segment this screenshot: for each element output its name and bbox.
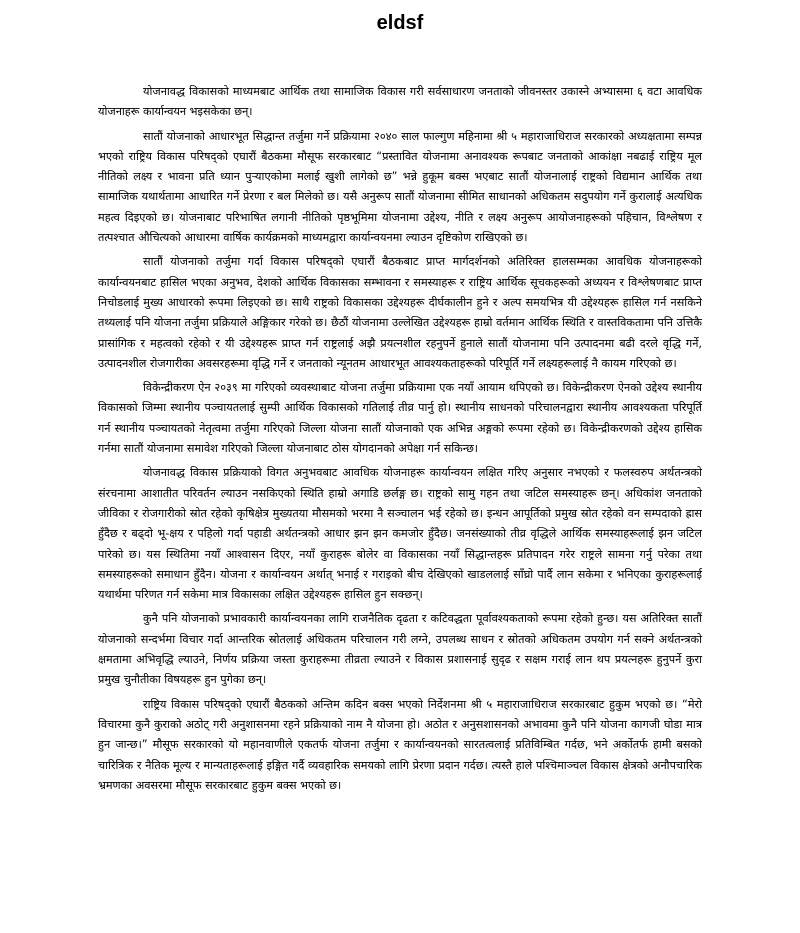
paragraph-planned-development-experience: योजनावद्ध विकास प्रक्रियाको विगत अनुभवबाट आवधिक योजनाहरू कार्यान्वयन लक्षित गरिए अनुसार नभएको र फलस्वरुप अर्थतन्त्रको संरचनामा आशातीत परिवर्तन ल्याउन नसकिएको स्थिति हाम्रो अगाडि छर्लङ्ग छ। राष्ट्रको सामु गहन तथा जटिल समस्याहरू छन्। अधिकांश जनताको जीविका र रोजगारीको स्रोत रहेको कृषिक्षेत्र मुख्यतया मौसमको भरमा नै सञ्चालन भई रहेको छ। इन्धन आपूर्तिको प्रमुख स्रोत रहेको वन सम्पदाको ह्रास हुँदैछ र बढ्दो भू-क्षय र पहिलो गर्दा पहाडी अर्थतन्त्रको आधार झन झन कमजोर हुँदैछ। जनसंख्याको तीव्र वृद्धिले आर्थिक समस्याहरूलाई झन जटिल पारेको छ। यस स्थितिमा नयाँ आश्वासन दिएर, नयाँ कुराहरू बोलेर वा विकासका नयाँ सिद्धान्तहरू प्रतिपादन गरेर राष्ट्रले सामना गर्नु परेका तथा समस्याहरूको समाधान हुँदैन। योजना र कार्यान्वयन अर्थात् भनाई र गराइको बीच देखिएको खाडललाई साँघ्रो पार्दै लान सकेमा र भनिएका कुराहरूलाई यथार्थमा परिणत गर्न सकेमा मात्र विकासका लक्षित उद्देश्यहरू हासिल हुन सक्छन्। <box>98 466 702 602</box>
paragraph-seventh-plan-formulation: सातौं योजनाको तर्जुमा गर्दा विकास परिषद्को एघारौं बैठकबाट प्राप्त मार्गदर्शनको अतिरिक्त हालसम्मका आवधिक योजनाहरूको कार्यान्वयनबाट हासिल भएका अनुभव, देशको आर्थिक विकासका सम्भावना र समस्याहरू र राष्ट्रिय आर्थिक सूचकहरूको अध्ययन र विश्लेषणबाट प्राप्त निचोडलाई मुख्य आधारको रूपमा लिइएको छ। साथै राष्ट्रको विकासका उद्देश्यहरू दीर्घकालीन हुने र अल्प समयभित्र यी उद्देश्यहरू हासिल गर्न नसकिने तथ्यलाई पनि योजना तर्जुमा प्रक्रियाले अङ्गिकार गरेको छ। छैठौं योजनामा उल्लेखित उद्देश्यहरू हाम्रो वर्तमान आर्थिक स्थिति र वास्तविकतामा पनि उत्तिकै प्रासांगिक र महत्वको रहेको र यी उद्देश्यहरू प्राप्त गर्न राष्ट्रलाई अझै प्रयत्नशील रहनुपर्ने हुनाले सातौं योजनामा पनि उत्पादनमा बढी दरले वृद्धि गर्ने, उत्पादनशील रोजगारीका अवसरहरूमा वृद्धि गर्ने र जनताको न्यूनतम आधारभूत आवश्यकताहरूको परिपूर्ति गर्ने लक्ष्यहरूलाई नै कायम गरिएको छ। <box>98 255 702 370</box>
paragraph-intro: योजनावद्ध विकासको माध्यमबाट आर्थिक तथा सामाजिक विकास गरी सर्वसाधारण जनताको जीवनस्तर उकास्ने अभ्यासमा ६ वटा आवधिक योजनाहरू कार्यान्वयन भइसकेका छन्। <box>98 85 702 119</box>
paragraph-seventh-plan-principle: सातौं योजनाको आधारभूत सिद्धान्त तर्जुमा गर्ने प्रक्रियामा २०४० साल फाल्गुण महिनामा श्री ५ महाराजाधिराज सरकारको अध्यक्षतामा सम्पन्न भएको राष्ट्रिय विकास परिषद्को एघारौं बैठकमा मौसूफ सरकारबाट “प्रस्तावित योजनामा अनावश्यक रूपबाट जनताको आकांक्षा नबढाई राष्ट्रिय मूल नीतिको लक्ष्य र भावना प्रति ध्यान पुर्‍याएकोमा मलाई खुशी लागेको छ” भन्ने हुकूम बक्स भएबाट सातौं योजनालाई राष्ट्रको विद्यमान आर्थिक तथा सामाजिक यथार्थतामा आधारित गर्ने प्रेरणा र बल मिलेको छ। यसै अनुरूप सातौं योजनामा सीमित साधानको अधिकतम सदुपयोग गर्ने कुरालाई अत्यधिक महत्व दिइएको छ। योजनाबाट परिभाषित लगानी नीतिको पृष्ठभूमिमा योजनामा उद्देश्य, नीति र लक्ष्य अनुरूप आयोजनाहरूको पहिचान, विश्लेषण र तत्पश्चात औचित्यको आधारमा वार्षिक कार्यक्रमको माध्यमद्वारा कार्यान्वयनमा ल्याउन दृष्टिकोण राखिएको छ। <box>98 129 702 245</box>
paragraph-royal-directive: राष्ट्रिय विकास परिषद्को एघारौं बैठकको अन्तिम कदिन बक्स भएको निर्देशनमा श्री ५ महाराजाधिराज सरकारबाट हुकुम भएको छ। “मेरो विचारमा कुनै कुराको अठोट् गरी अनुशासनमा रहने प्रक्रियाको नाम नै योजना हो। अठोत र अनुसशासनको अभावमा कुनै पनि योजना कागजी घोडा मात्र हुन जान्छ।” मौसूफ सरकारको यो महानवाणीले एकतर्फ योजना तर्जुमा र कार्यान्वयनको सारतत्वलाई प्रतिविम्बित गर्दछ, भने अर्कोतर्फ हामी बसको चारित्रिक र नैतिक मूल्य र मान्यताहरूलाई इङ्गित गर्दै व्यवहारिक समयको लागि प्रेरणा प्रदान गर्दछ। त्यस्तै हाले पश्चिमाञ्चल विकास क्षेत्रको अनौपचारिक भ्रमणका अवसरमा मौसूफ सरकारबाट हुकुम बक्स भएको छ। <box>98 697 702 792</box>
document-title: eldsf <box>376 12 424 34</box>
paragraph-decentralization: विकेन्द्रीकरण ऐन २०३९ मा गरिएको व्यवस्थाबाट योजना तर्जुमा प्रक्रियामा एक नयाँ आयाम थपिएको छ। विकेन्द्रीकरण ऐनको उद्देश्य स्थानीय विकासको जिम्मा स्थानीय पञ्चायतलाई सुम्पी आर्थिक विकासको गतिलाई तीव्र पार्नु हो। स्थानीय साधनको परिचालनद्वारा स्थानीय आवश्यकता परिपूर्ति गर्न स्थानीय पञ्चायतको नेतृत्वमा तर्जुमा गरिएको जिल्ला योजना सातौं योजनाको एक अभिन्न अङ्गको रूपमा रहेको छ। विकेन्द्रीकरणको उद्देश्य हासिक गर्नमा सातौं योजनामा समावेश गरिएको जिल्ला योजनाबाट ठोस योगदानको अपेक्षा गर्न सकिन्छ। <box>98 381 703 456</box>
paragraph-implementation-commitment: कुनै पनि योजनाको प्रभावकारी कार्यान्वयनका लागि राजनैतिक दृढता र कटिवद्धता पूर्वावश्यकताको रूपमा रहेको हुन्छ। यस अतिरिक्त सातौं योजनाको सन्दर्भमा विचार गर्दा आन्तरिक स्रोतलाई अधिकतम परिचालन गरी लग्ने, उपलब्ध साधन र स्रोतको अधिकतम उपयोग गर्न सक्ने अर्थतन्त्रको क्षमतामा अभिवृद्धि ल्याउने, निर्णय प्रक्रिया जस्ता कुराहरूमा तीव्रता ल्याउने र विकास प्रशासनाई सुदृढ र सक्षम गराई लान थप प्रयत्नहरू हुनुपर्ने कुरा प्रमुख चुनौतीका विषयहरू हुन पुगेका छन्। <box>98 612 702 687</box>
